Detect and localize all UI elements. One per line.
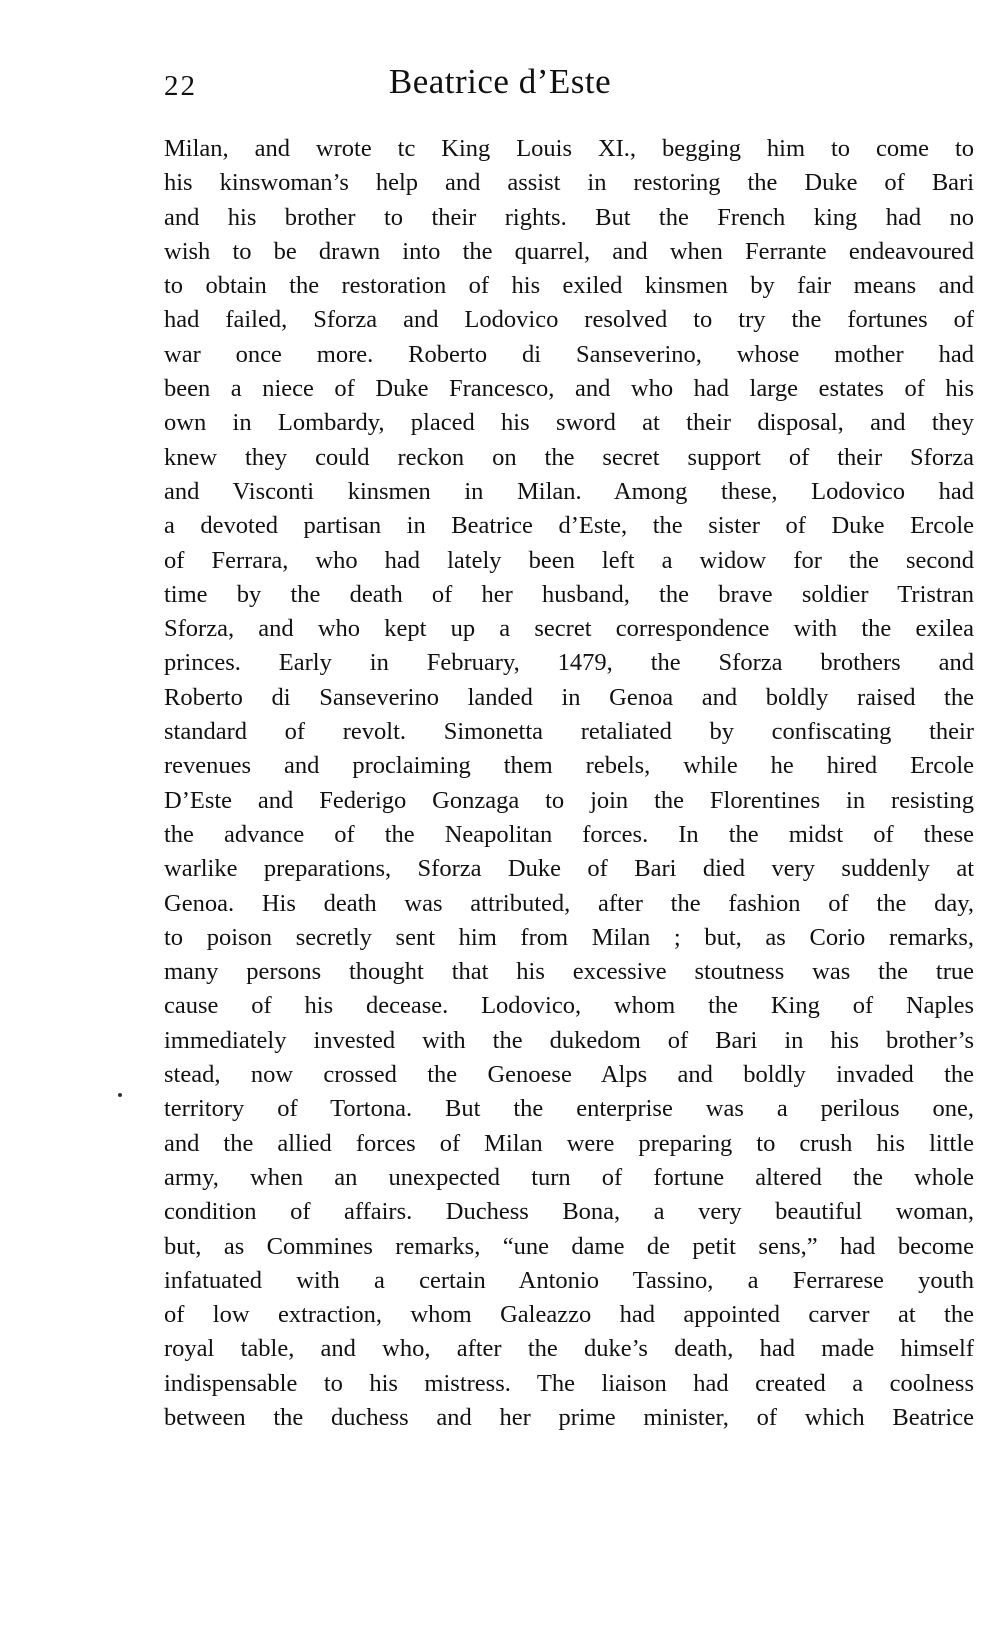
text-line: many persons thought that his excessive stoutness was the true (164, 958, 974, 986)
running-title: Beatrice d’Este (388, 62, 612, 101)
text-line: revenues and proclaiming them rebels, while he hired Ercole (164, 752, 974, 780)
text-line: D’Este and Federigo Gonzaga to join the Florentines in resisting (164, 786, 974, 814)
text-line: stead, now crossed the Genoese Alps and boldly invaded the (164, 1061, 974, 1089)
text-line: territory of Tortona. But the enterprise was a perilous one, (164, 1095, 974, 1123)
page-number: 22 (164, 70, 197, 102)
text-line: condition of affairs. Duchess Bona, a very beautiful woman, (164, 1198, 974, 1226)
text-line: Milan, and wrote tc King Louis XI., begging him to come to (164, 135, 974, 162)
text-line: army, when an unexpected turn of fortune altered the whole (164, 1163, 974, 1191)
text-line: and his brother to their rights. But the French king had no (164, 203, 974, 231)
text-line: the advance of the Neapolitan forces. In the midst of these (164, 820, 974, 848)
text-line: infatuated with a certain Antonio Tassino, a Ferrarese youth (164, 1266, 974, 1294)
text-line: and Visconti kinsmen in Milan. Among these, Lodovico had (164, 477, 974, 505)
text-line: princes. Early in February, 1479, the Sforza brothers and (164, 649, 974, 677)
text-line: knew they could reckon on the secret support of their Sforza (164, 443, 974, 471)
text-line: had failed, Sforza and Lodovico resolved to try the fortunes of (164, 306, 974, 334)
text-line: immediately invested with the dukedom of Bari in his brother’s (164, 1026, 974, 1054)
text-line: Sforza, and who kept up a secret correspondence with the exilea (164, 615, 974, 643)
text-line: standard of revolt. Simonetta retaliated by confiscating their (164, 718, 974, 746)
text-line: royal table, and who, after the duke’s death, had made himself (164, 1335, 974, 1363)
text-line: warlike preparations, Sforza Duke of Bari died very suddenly at (164, 855, 974, 883)
text-line: indispensable to his mistress. The liaison had created a coolness (164, 1369, 974, 1397)
body-text (164, 132, 974, 1435)
text-line: cause of his decease. Lodovico, whom the King of Naples (164, 992, 974, 1020)
text-line: of Ferrara, who had lately been left a widow for the second (164, 546, 974, 574)
text-line: his kinswoman’s help and assist in restoring the Duke of Bari (164, 169, 974, 197)
text-line: of low extraction, whom Galeazzo had appointed carver at the (164, 1301, 974, 1329)
margin-dot-mark (118, 1093, 122, 1097)
text-line: war once more. Roberto di Sanseverino, whose mother had (164, 340, 974, 368)
text-line: Roberto di Sanseverino landed in Genoa and boldly raised the (164, 683, 974, 711)
text-line: and the allied forces of Milan were preparing to crush his little (164, 1129, 974, 1157)
text-line: Genoa. His death was attributed, after the fashion of the day, (164, 889, 974, 917)
text-line: own in Lombardy, placed his sword at their disposal, and they (164, 409, 974, 437)
text-line: to poison secretly sent him from Milan ; but, as Corio remarks, (164, 923, 974, 951)
text-line: to obtain the restoration of his exiled kinsmen by fair means and (164, 272, 974, 300)
text-line: but, as Commines remarks, “une dame de petit sens,” had become (164, 1232, 974, 1260)
text-line: between the duchess and her prime minister, of which Beatrice (164, 1403, 974, 1431)
text-line: been a niece of Duke Francesco, and who had large estates of his (164, 375, 974, 403)
text-line: wish to be drawn into the quarrel, and when Ferrante endeavoured (164, 237, 974, 265)
text-line: a devoted partisan in Beatrice d’Este, the sister of Duke Ercole (164, 512, 974, 540)
text-line: time by the death of her husband, the brave soldier Tristran (164, 580, 974, 608)
